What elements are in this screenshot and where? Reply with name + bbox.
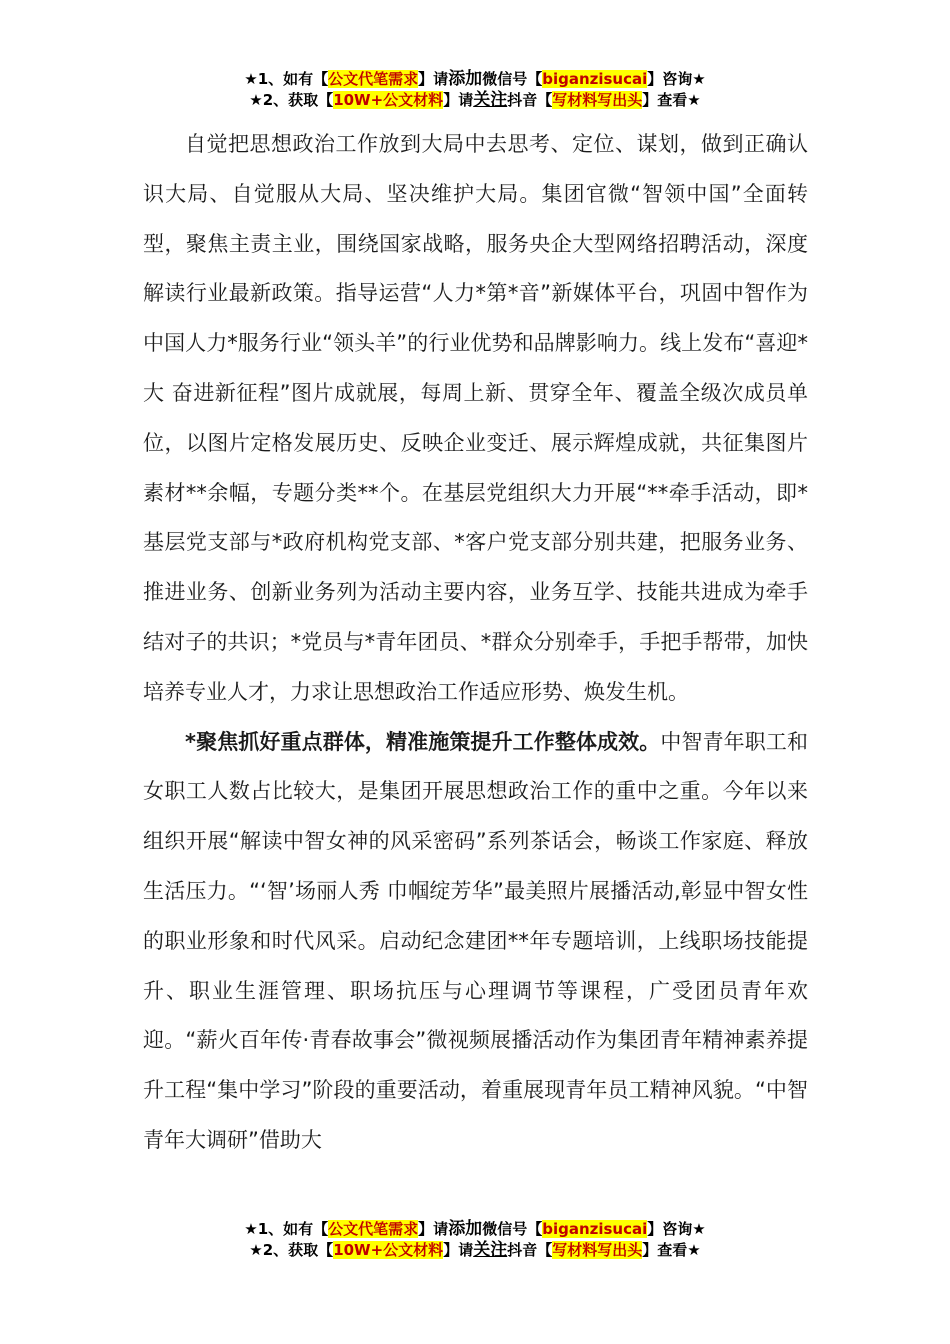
banner-text: 微信号【: [482, 70, 543, 88]
banner-text: ★2、获取【: [249, 91, 334, 109]
banner-emphasis: 关注: [473, 1240, 508, 1260]
banner-text: 】查看★: [642, 91, 701, 109]
paragraph-text: 中智青年职工和女职工人数占比较大，是集团开展思想政治工作的重中之重。今年以来组织开展“解读中智女神的风采密码”系列茶话会，畅谈工作家庭、释放生活压力。“‘智’场丽人秀 巾帼绽芳华”最美照片展播活动,彰显中智女性的职业形象和时代风采。启动纪念建团**年专题培训，上线职场技能提升、职业生涯管理、职场抗压与心理调节等课程，广受团员青年欢迎。“薪火百年传·青春故事会”微视频展播活动作为集团青年精神素养提升工程“集中学习”阶段的重要活动，着重展现青年员工精神风貌。“中智青年大调研”借助大: [143, 729, 808, 1152]
banner-text: ★1、如有【: [244, 70, 329, 88]
banner-text: ★2、获取【: [249, 1241, 334, 1259]
header-banner: [0, 69, 950, 111]
footer-banner: [0, 1219, 950, 1261]
document-body: [143, 120, 808, 1166]
banner-text: 抖音【: [507, 1241, 553, 1259]
banner-text: 】咨询★: [647, 70, 706, 88]
banner-highlight: 10W+公文材料: [333, 1241, 444, 1259]
banner-text: 微信号【: [482, 1220, 543, 1238]
banner-emphasis: 添加: [448, 69, 483, 89]
banner-highlight: 公文代笔需求: [328, 1220, 419, 1238]
banner-emphasis: 添加: [448, 1219, 483, 1239]
banner-text: 】请: [418, 1220, 449, 1238]
footer-banner-line-1: [0, 1219, 950, 1240]
banner-text: ★1、如有【: [244, 1220, 329, 1238]
banner-highlight: 公文代笔需求: [328, 70, 419, 88]
header-banner-line-1: [0, 69, 950, 90]
banner-highlight: 写材料写出头: [552, 1241, 643, 1259]
footer-banner-line-2: [0, 1240, 950, 1261]
banner-text: 】请: [443, 91, 474, 109]
paragraph: 自觉把思想政治工作放到大局中去思考、定位、谋划，做到正确认识大局、自觉服从大局、坚决维护大局。集团官微“智领中国”全面转型，聚焦主责主业，围绕国家战略，服务央企大型网络招聘活动，深度解读行业最新政策。指导运营“人力*第*音”新媒体平台，巩固中智作为中国人力*服务行业“领头羊”的行业优势和品牌影响力。线上发布“喜迎*大 奋进新征程”图片成就展，每周上新、贯穿全年、覆盖全级次成员单位，以图片定格发展历史、反映企业变迁、展示辉煌成就，共征集图片素材**余幅，专题分类**个。在基层党组织大力开展“**牵手活动，即*基层党支部与*政府机构党支部、*客户党支部分别共建，把服务业务、推进业务、创新业务列为活动主要内容，业务互学、技能共进成为牵手结对子的共识；*党员与*青年团员、*群众分别牵手，手把手帮带，加快培养专业人才，力求让思想政治工作适应形势、焕发生机。: [143, 132, 808, 704]
banner-highlight: 10W+公文材料: [333, 91, 444, 109]
banner-highlight: 写材料写出头: [552, 91, 643, 109]
banner-text: 】咨询★: [647, 1220, 706, 1238]
header-banner-line-2: [0, 90, 950, 111]
banner-text: 抖音【: [507, 91, 553, 109]
banner-text: 】请: [418, 70, 449, 88]
banner-text: 】请: [443, 1241, 474, 1259]
banner-wechat-id: biganzisucai: [542, 70, 648, 88]
paragraph: [143, 718, 808, 1166]
banner-emphasis: 关注: [473, 90, 508, 110]
banner-wechat-id: biganzisucai: [542, 1220, 648, 1238]
paragraph-lead: *聚焦抓好重点群体，精准施策提升工作整体成效。: [185, 729, 661, 754]
banner-text: 】查看★: [642, 1241, 701, 1259]
